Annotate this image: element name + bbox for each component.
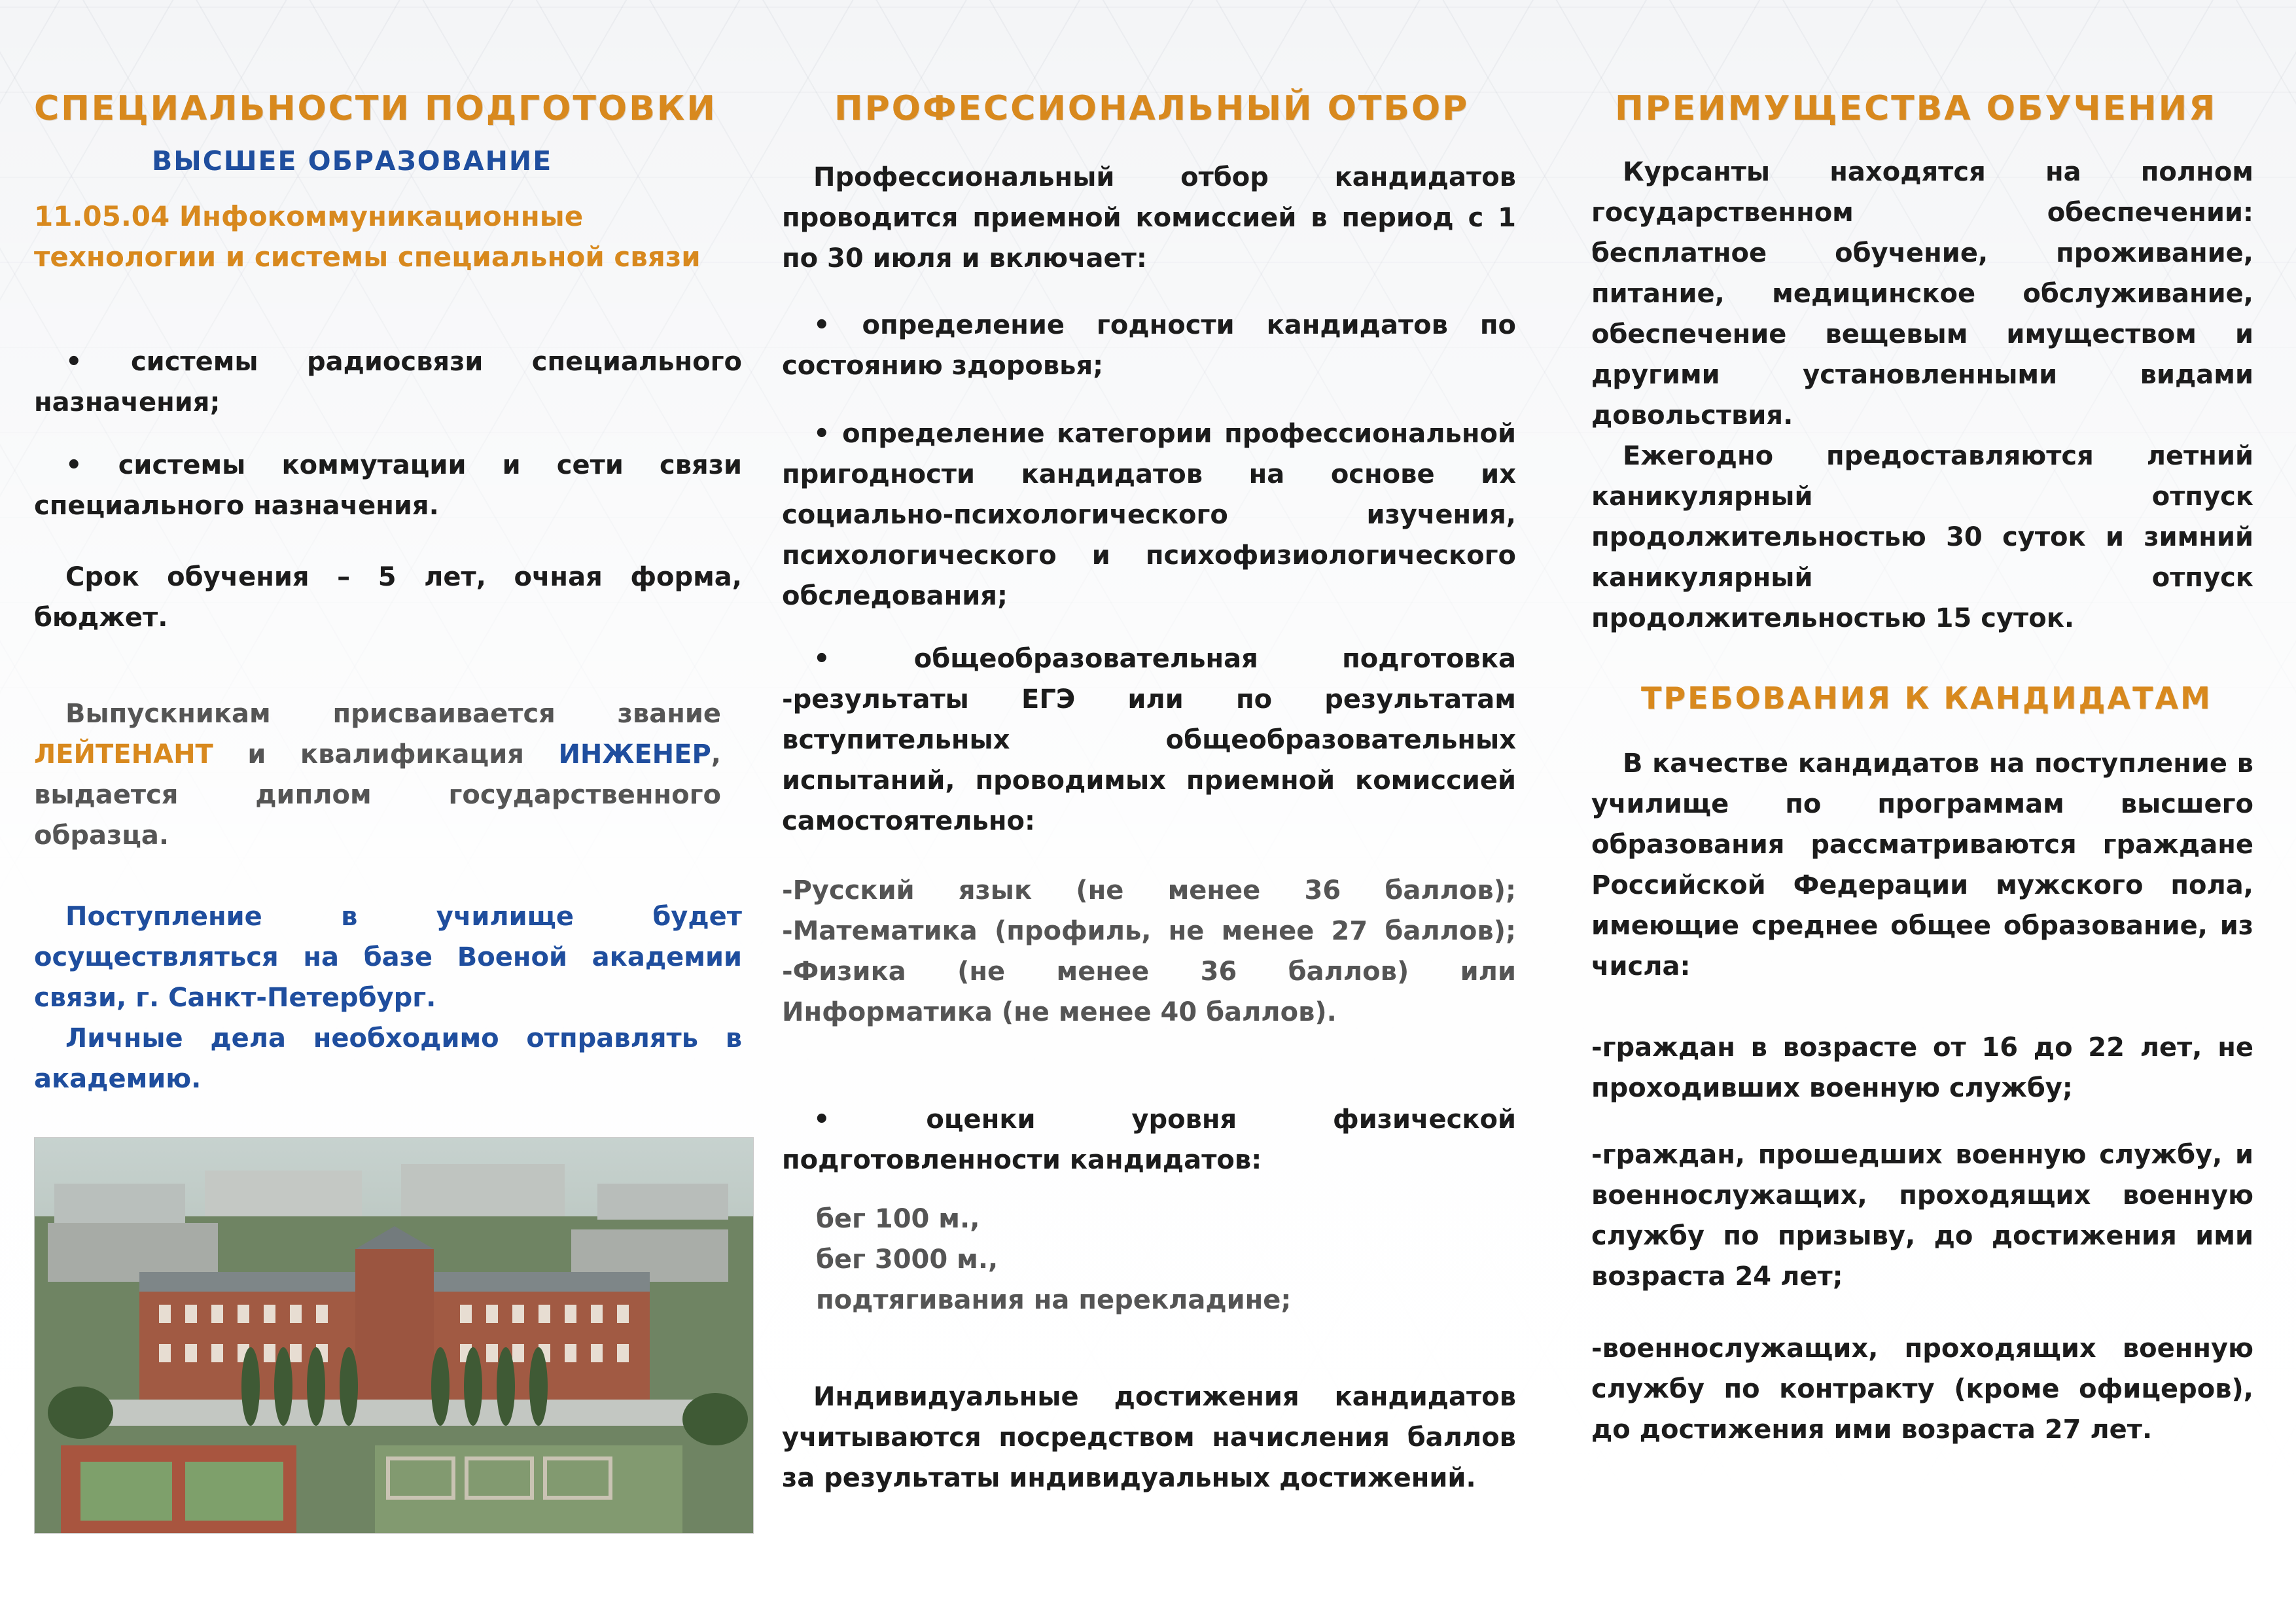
graduates-info — [34, 694, 721, 856]
selection-item-psychology: • определение категории профессиональной пригодности кандидатов на основе их социально-психологического изучения, психологического и психофизиологического обследования; — [782, 419, 1516, 611]
selection-subjects: -Русский язык (не менее 36 баллов); -Математика (профиль, не менее 27 баллов); -Физика (не менее 36 баллов) или Информатика (не менее 40 баллов). — [782, 875, 1516, 1027]
requirements-intro: В качестве кандидатов на поступление в училище по программам высшего образования рассматриваются граждане Российской Федерации мужского пола, имеющие среднее общее образование, из числа: — [1591, 749, 2253, 981]
specialties-title: СПЕЦИАЛЬНОСТИ ПОДГОТОВКИ — [34, 89, 717, 128]
individual-achievements: Индивидуальные достижения кандидатов учитываются посредством начисления баллов за результаты индивидуальных достижений. — [782, 1382, 1516, 1493]
campus-aerial-photo — [34, 1137, 754, 1534]
selection-intro: Профессиональный отбор кандидатов проводится приемной комиссией в период с 1 по 30 июля и включает: — [782, 162, 1516, 274]
bullet-switching: • системы коммутации и сети связи специального назначения. — [34, 450, 742, 521]
physical-test-pullups: подтягивания на перекладине; — [816, 1285, 1292, 1315]
requirement-age: -граждан в возрасте от 16 до 22 лет, не проходивших военную службу; — [1591, 1033, 2253, 1103]
selection-item-health: • определение годности кандидатов по состоянию здоровья; — [782, 310, 1516, 381]
selection-title: ПРОФЕССИОНАЛЬНЫЙ ОТБОР — [834, 89, 1470, 128]
requirement-contract: -военнослужащих, проходящих военную службу по контракту (кроме офицеров), до достижения ими возраста 27 лет. — [1591, 1333, 2253, 1445]
requirements-title: ТРЕБОВАНИЯ К КАНДИДАТАМ — [1641, 680, 2212, 716]
selection-item-physical: • оценки уровня физической подготовленности кандидатов: — [782, 1104, 1516, 1175]
physical-test-100m: бег 100 м., — [816, 1204, 980, 1234]
graduates-text-3: , выдается диплом государственного образца. — [34, 739, 721, 851]
specialty-code: 11.05.04 Инфокоммуникационные технологии и системы специальной связи — [34, 200, 701, 273]
requirement-served: -граждан, прошедших военную службу, и военнослужащих, проходящих военную службу по призыву, до достижения ими возраста 24 лет; — [1591, 1140, 2253, 1292]
rank-lieutenant: ЛЕЙТЕНАНТ — [34, 739, 213, 769]
higher-education-subtitle: ВЫСШЕЕ ОБРАЗОВАНИЕ — [152, 145, 553, 177]
physical-tests-list — [816, 1199, 1291, 1320]
qualification-engineer: ИНЖЕНЕР — [558, 739, 711, 769]
admission-info: Поступление в училище будет осуществляться на базе Военой академии связи, г. Санкт-Петербург. — [34, 902, 742, 1013]
campus-photo-icon — [35, 1138, 753, 1533]
benefits-title: ПРЕИМУЩЕСТВА ОБУЧЕНИЯ — [1615, 89, 2217, 128]
documents-info: Личные дела необходимо отправлять в академию. — [34, 1023, 742, 1094]
physical-test-3000m: бег 3000 м., — [816, 1244, 998, 1275]
benefits-text: Курсанты находятся на полном государственном обеспечении: бесплатное обучение, проживание, питание, медицинское обслуживание, обеспечение вещевым имуществом и другими установленными видами довольствия. — [1591, 157, 2253, 431]
graduates-text-1: Выпускникам присваивается звание — [65, 699, 721, 729]
graduates-text-2: и квалификация — [213, 739, 559, 769]
bullet-radio: • системы радиосвязи специального назначения; — [34, 347, 742, 417]
study-duration: Срок обучения – 5 лет, очная форма, бюджет. — [34, 562, 742, 633]
selection-item-education: • общеобразовательная подготовка -результаты ЕГЭ или по результатам вступительных общеобразовательных испытаний, проводимых приемной комиссией самостоятельно: — [782, 644, 1516, 836]
vacation-text: Ежегодно предоставляются летний каникулярный отпуск продолжительностью 30 суток и зимний каникулярный отпуск продолжительностью 15 суток. — [1591, 441, 2253, 633]
